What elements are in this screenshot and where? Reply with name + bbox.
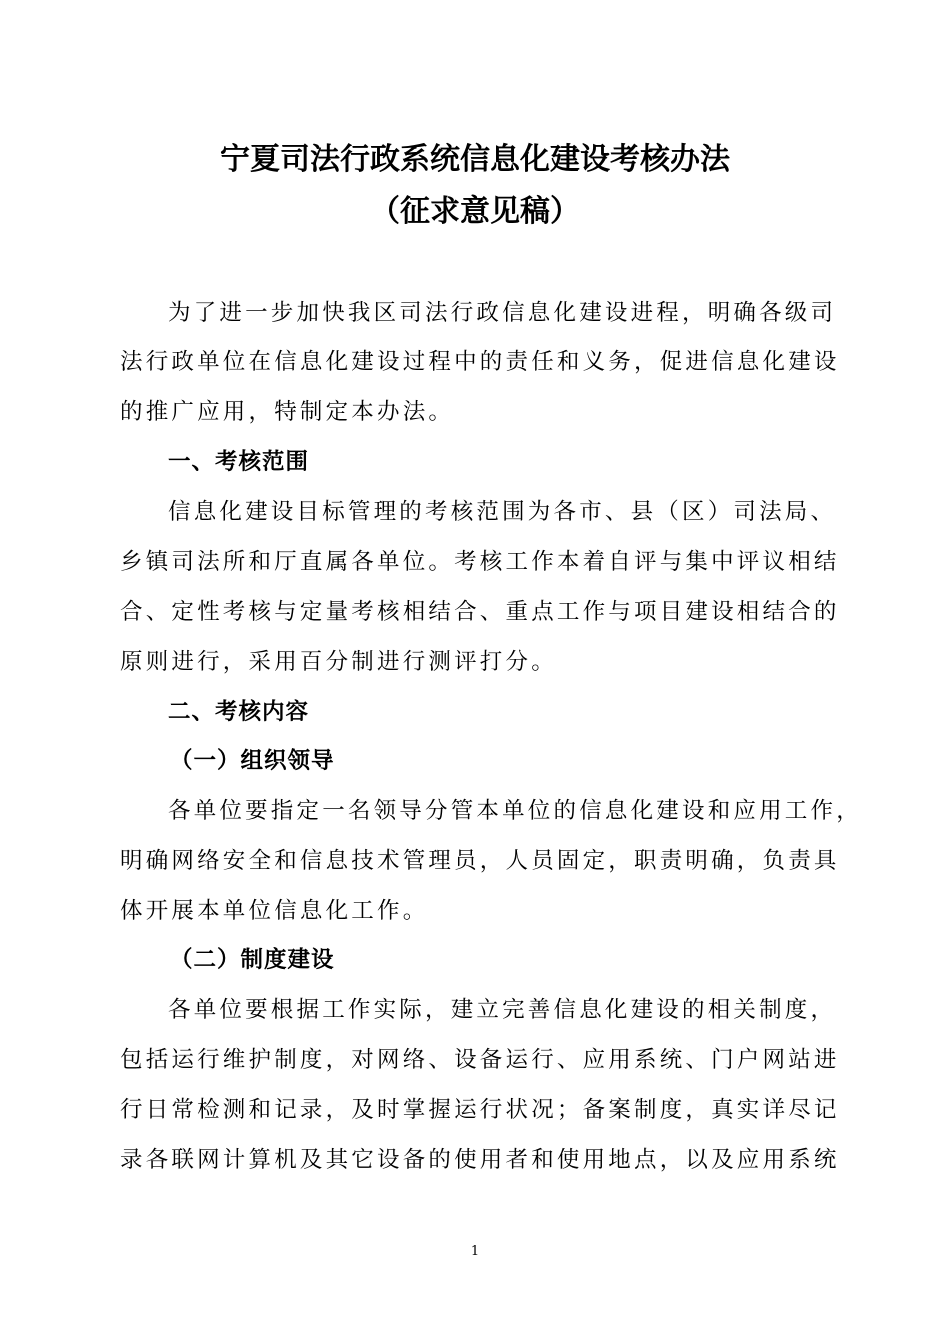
intro-line: 法行政单位在信息化建设过程中的责任和义务，促进信息化建设 (120, 349, 840, 375)
paragraph-line: 明确网络安全和信息技术管理员，人员固定，职责明确，负责具 (120, 848, 840, 874)
paragraph-line: 各单位要根据工作实际，建立完善信息化建设的相关制度， (168, 997, 837, 1023)
paragraph-line: 各单位要指定一名领导分管本单位的信息化建设和应用工作， (168, 798, 862, 824)
intro-line: 的推广应用，特制定本办法。 (120, 399, 455, 425)
section-heading-scope: 一、考核范围 (168, 449, 310, 475)
subsection-heading-system: （二）制度建设 (170, 947, 335, 973)
paragraph-line: 体开展本单位信息化工作。 (120, 898, 429, 924)
paragraph-line: 录各联网计算机及其它设备的使用者和使用地点，以及应用系统 (120, 1147, 840, 1173)
paragraph-line: 信息化建设目标管理的考核范围为各市、县（区）司法局、 (168, 499, 837, 525)
section-heading-content: 二、考核内容 (168, 699, 310, 725)
paragraph-line: 原则进行，采用百分制进行测评打分。 (120, 649, 557, 675)
subsection-heading-leadership: （一）组织领导 (170, 748, 335, 774)
paragraph-line: 乡镇司法所和厅直属各单位。考核工作本着自评与集中评议相结 (120, 549, 840, 575)
paragraph-line: 行日常检测和记录，及时掌握运行状况；备案制度，真实详尽记 (120, 1097, 840, 1123)
document-title: 宁夏司法行政系统信息化建设考核办法 (220, 142, 730, 177)
page-number: 1 (470, 1244, 480, 1259)
document-subtitle: （征求意见稿） (370, 194, 580, 229)
paragraph-line: 合、定性考核与定量考核相结合、重点工作与项目建设相结合的 (120, 599, 840, 625)
intro-line: 为了进一步加快我区司法行政信息化建设进程，明确各级司 (168, 300, 837, 326)
paragraph-line: 包括运行维护制度，对网络、设备运行、应用系统、门户网站进 (120, 1047, 840, 1073)
